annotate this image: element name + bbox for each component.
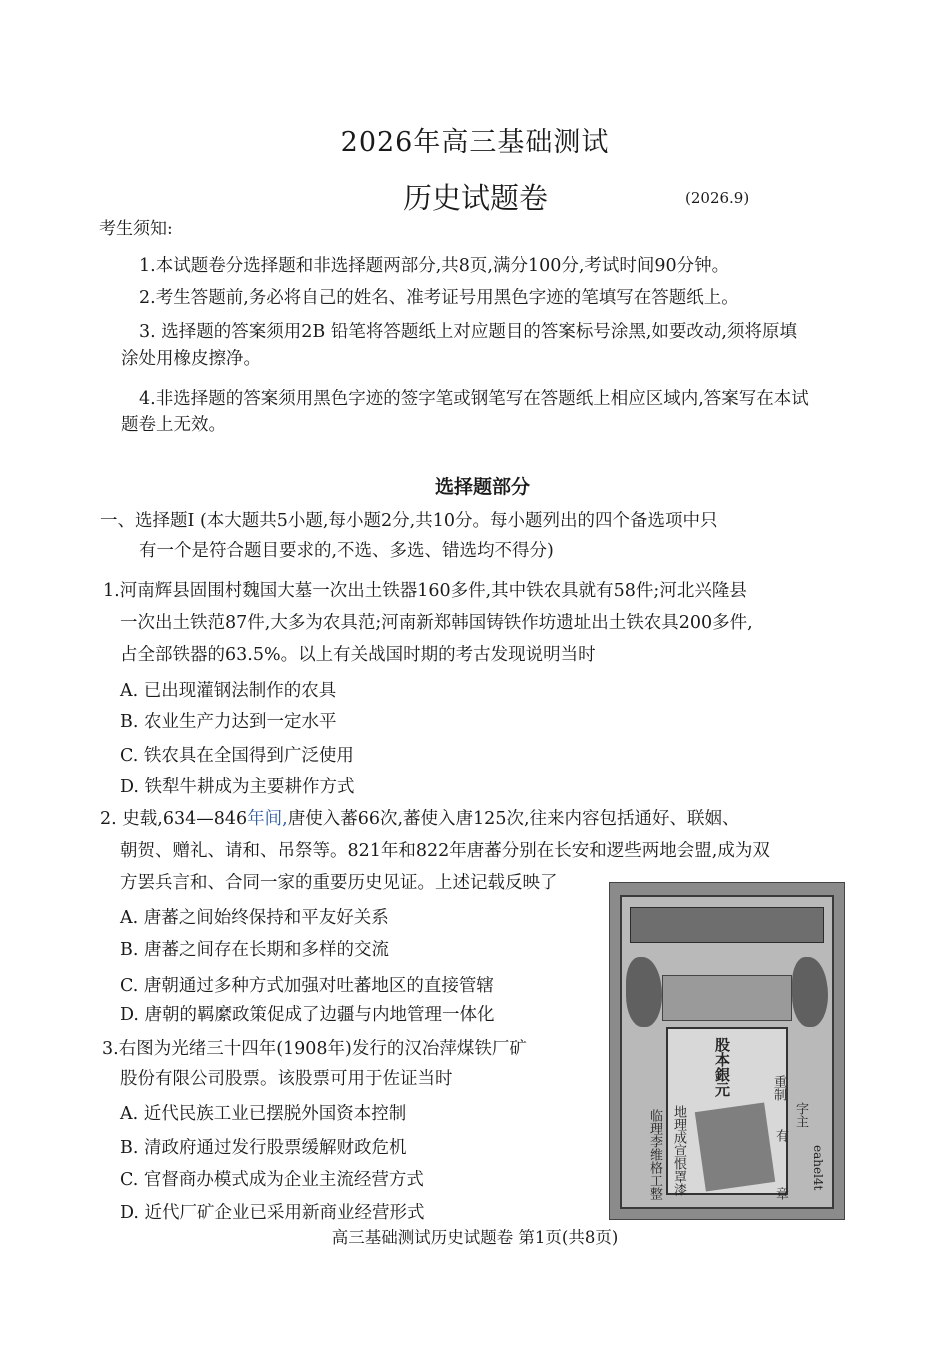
page-footer: 高三基础测试历史试题卷 第1页(共8页) <box>331 1228 619 1247</box>
q3-stem-line-1: 3.右图为光绪三十四年(1908年)发行的汉冶萍煤铁厂矿 <box>102 1039 527 1059</box>
stock-text-col-a: 股本銀元 <box>713 1037 731 1097</box>
stock-text-col-f: 临理李维格工整 <box>647 1109 662 1200</box>
q2-option-c: C. 唐朝通过多种方式加强对吐蕃地区的直接管辖 <box>120 976 494 996</box>
q2-option-a: A. 唐蕃之间始终保持和平友好关系 <box>120 908 389 928</box>
stock-text-col-d: 有 <box>773 1129 788 1142</box>
exam-date: (2026.9) <box>685 189 750 207</box>
exam-subtitle: 历史试题卷 <box>403 181 549 215</box>
q3-stem-line-2: 股份有限公司股票。该股票可用于佐证当时 <box>120 1069 453 1089</box>
q2-option-b: B. 唐蕃之间存在长期和多样的交流 <box>120 940 389 960</box>
q2-stem-part-c: 唐使入蕃66次,蕃使入唐125次,往来内容包括通好、联姻、 <box>287 809 740 829</box>
q2-stem-part-a: 2. 史载,634—846 <box>100 809 248 829</box>
q2-stem-line-3: 方罢兵言和、合同一家的重要历史见证。上述记载反映了 <box>120 873 558 893</box>
q1-stem-line-3: 占全部铁器的63.5%。以上有关战国时期的考古发现说明当时 <box>120 645 596 665</box>
exam-title: 2026年高三基础测试 <box>340 127 610 158</box>
dragon-left-icon <box>626 957 662 1027</box>
q3-option-a: A. 近代民族工业已摆脱外国资本控制 <box>120 1104 407 1124</box>
stock-text-col-b: 重制 <box>771 1075 786 1101</box>
notice-item-4: 4.非选择题的答案须用黑色字迹的签字笔或钢笔写在答题纸上相应区域内,答案写在本试 <box>139 389 809 409</box>
q3-option-c: C. 官督商办模式成为企业主流经营方式 <box>120 1170 424 1190</box>
dragon-right-icon <box>792 957 828 1027</box>
q3-option-b: B. 清政府通过发行股票缓解财政危机 <box>120 1138 407 1158</box>
section-title: 选择题部分 <box>434 476 530 498</box>
notice-item-2: 2.考生答题前,务必将自己的姓名、准考证号用黑色字迹的笔填写在答题纸上。 <box>139 288 739 308</box>
q1-stem-line-1: 1.河南辉县固围村魏国大墓一次出土铁器160多件,其中铁农具就有58件;河北兴隆县 <box>103 581 747 601</box>
q2-stem-part-b: 年间, <box>247 809 288 829</box>
stock-text-col-c: 字主 <box>793 1102 808 1128</box>
q1-option-b: B. 农业生产力达到一定水平 <box>120 712 337 732</box>
q1-option-c: C. 铁农具在全国得到广泛使用 <box>120 746 354 766</box>
q1-option-d: D. 铁犁牛耕成为主要耕作方式 <box>120 777 355 797</box>
stock-text-col-h: eahel4t <box>811 1145 825 1191</box>
stock-seal-icon <box>695 1103 775 1192</box>
section-instruction-2: 有一个是符合题目要求的,不选、多选、错选均不得分) <box>139 541 554 561</box>
notice-item-3-cont: 涂处用橡皮擦净。 <box>121 349 261 369</box>
notice-item-3: 3. 选择题的答案须用2B 铅笔将答题纸上对应题目的答案标号涂黑,如要改动,须将原填 <box>139 322 797 342</box>
q1-option-a: A. 已出现灌钢法制作的农具 <box>120 681 337 701</box>
stock-text-col-g: 章 <box>773 1187 788 1200</box>
q2-option-d: D. 唐朝的羁縻政策促成了边疆与内地管理一体化 <box>120 1005 495 1025</box>
notice-item-4-cont: 题卷上无效。 <box>121 415 226 435</box>
stock-certificate-image <box>609 882 845 1220</box>
q2-stem-line-1 <box>100 808 740 830</box>
section-instruction-1: 一、选择题I (本大题共5小题,每小题2分,共10分。每小题列出的四个备选项中只 <box>100 511 718 531</box>
q1-stem-line-2: 一次出土铁范87件,大多为农具范;河南新郑韩国铸铁作坊遗址出土铁农具200多件, <box>120 613 753 633</box>
notice-item-1: 1.本试题卷分选择题和非选择题两部分,共8页,满分100分,考试时间90分钟。 <box>139 256 730 276</box>
stock-frame <box>620 895 834 1209</box>
q2-stem-line-2: 朝贺、赠礼、请和、吊祭等。821年和822年唐蕃分别在长安和逻些两地会盟,成为双 <box>120 841 770 861</box>
stock-header-band <box>630 907 824 943</box>
stock-text-col-e: 地理成宣恨罩漆 <box>671 1105 686 1196</box>
stock-title-block <box>662 975 792 1021</box>
notice-heading: 考生须知: <box>99 219 173 239</box>
q3-option-d: D. 近代厂矿企业已采用新商业经营形式 <box>120 1203 425 1223</box>
